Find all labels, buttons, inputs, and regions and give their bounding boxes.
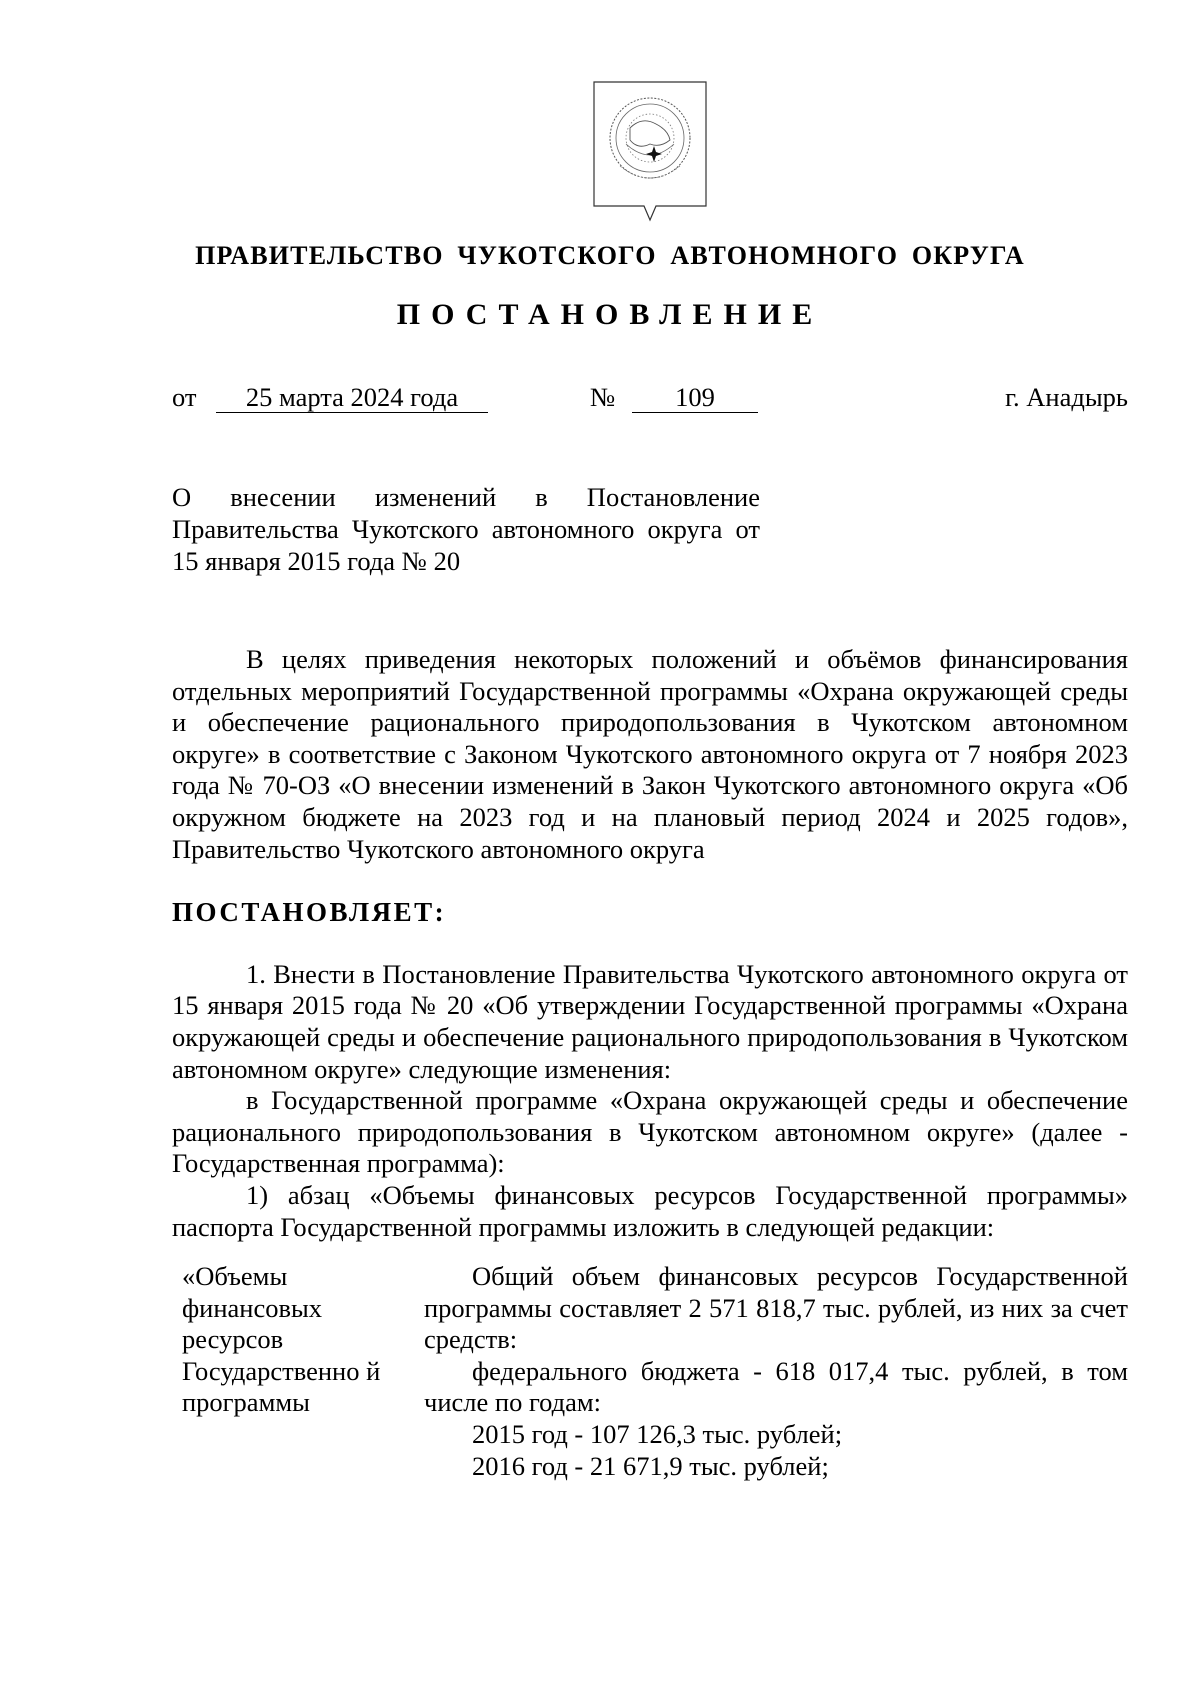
body-paragraph: 1) абзац «Объемы финансовых ресурсов Государственной программы» паспорта Государственной программы изложить в следующей редакции: — [172, 1179, 1128, 1242]
number-label: № — [590, 382, 616, 412]
date-number-line — [172, 382, 1128, 418]
decree-heading: ПОСТАНОВЛЯЕТ: — [172, 897, 447, 928]
organization-title: ПРАВИТЕЛЬСТВО ЧУКОТСКОГО АВТОНОМНОГО ОКРУГА — [195, 241, 1025, 270]
table-text: федерального бюджета - 618 017,4 тыс. рублей, в том числе по годам: — [424, 1355, 1128, 1418]
document-type-title: ПОСТАНОВЛЕНИЕ — [396, 298, 824, 331]
table-text: Общий объем финансовых ресурсов Государственной программы составляет 2 571 818,7 тыс. рублей, из них за счет средств: — [424, 1261, 1128, 1355]
date-prefix: от — [172, 382, 197, 412]
body-paragraph: в Государственной программе «Охрана окружающей среды и обеспечение рационального природопользования в Чукотском автономном округе» (далее - Государственная программа): — [172, 1085, 1128, 1179]
coat-of-arms-emblem — [590, 78, 710, 226]
body-paragraph: 1. Внести в Постановление Правительства Чукотского автономного округа от 15 января 2015 года № 20 «Об утверждении Государственной программы «Охрана окружающей среды и обеспечение рационального природопользования в Чукотском автономном округе» следующие изменения: — [172, 958, 1128, 1084]
document-number: 109 — [632, 382, 758, 413]
document-body — [172, 644, 1128, 1482]
city-name: г. Анадырь — [1005, 382, 1128, 412]
year-line: 2015 год - 107 126,3 тыс. рублей; — [472, 1419, 843, 1450]
table-label-cell: «Объемы финансовых ресурсов Государственно й программы — [182, 1261, 381, 1418]
table-value-cell — [416, 1261, 1128, 1482]
document-date: 25 марта 2024 года — [216, 382, 488, 413]
preamble-paragraph: В целях приведения некоторых положений и объёмов финансирования отдельных мероприятий Государственной программы «Охрана окружающей среды и обеспечение рационального природопользования в Чукотском автономном округе» в соответствие с Законом Чукотского автономного округа от 7 ноября 2023 года № 70-ОЗ «О внесении изменений в Закон Чукотского автономного округа «Об окружном бюджете на 2023 год и на плановый период 2024 и 2025 годов», Правительство Чукотского автономного округа — [172, 644, 1128, 864]
document-subject: О внесении изменений в Постановление Правительства Чукотского автономного округа от 15 января 2015 года № 20 — [172, 482, 760, 576]
year-line: 2016 год - 21 671,9 тыс. рублей; — [472, 1450, 829, 1481]
passport-table — [172, 1261, 1128, 1482]
